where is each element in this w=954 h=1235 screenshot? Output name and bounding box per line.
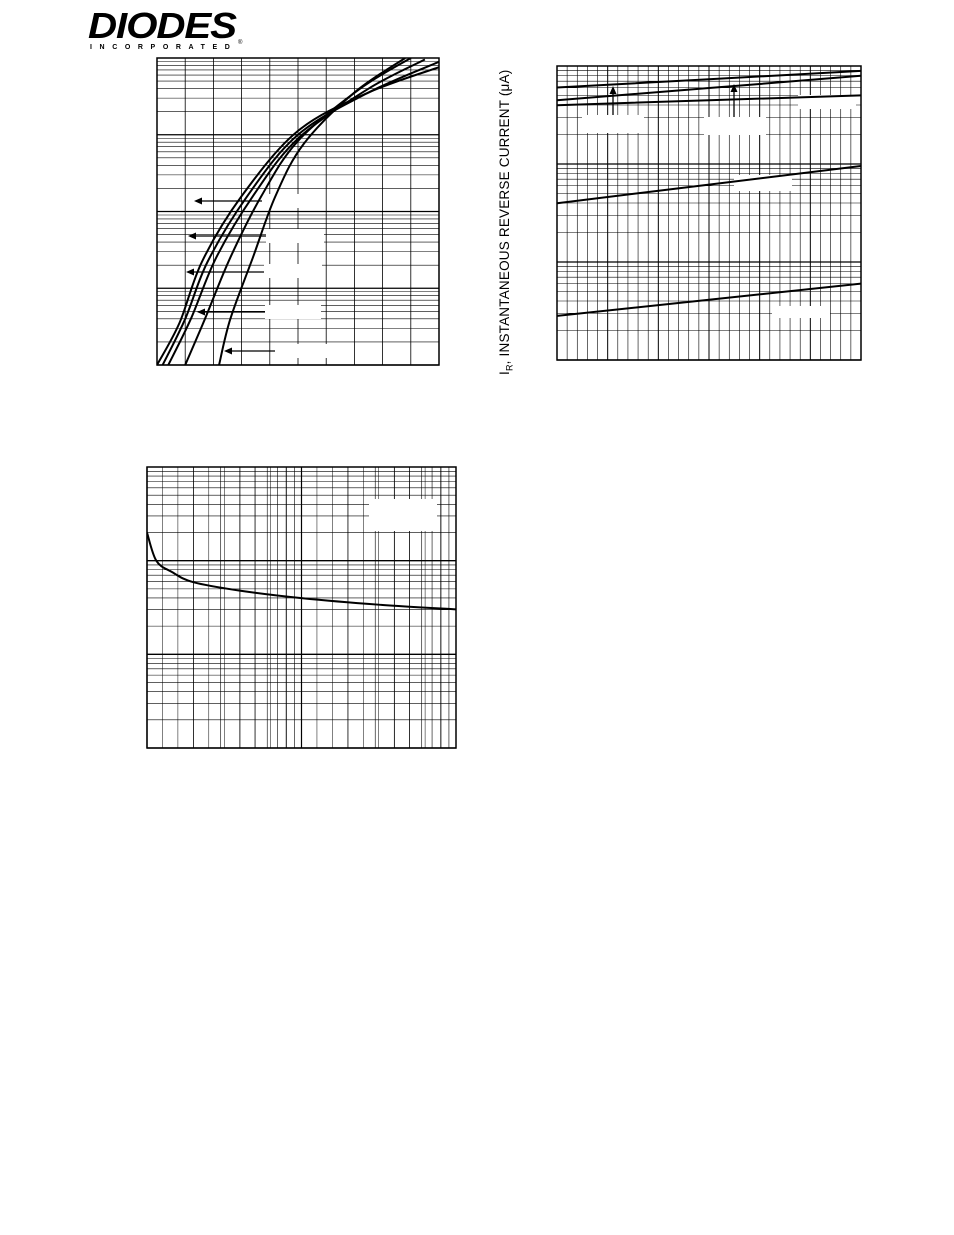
annotation-box bbox=[264, 264, 322, 278]
annotation-box bbox=[275, 344, 331, 358]
logo-trademark: ® bbox=[238, 40, 243, 46]
ylabel-subscript: R bbox=[504, 364, 515, 372]
reverse-characteristics-chart bbox=[557, 66, 861, 360]
annotation-box bbox=[582, 115, 644, 133]
logo-tagline: INCORPORATED bbox=[90, 44, 238, 51]
junction-capacitance-chart bbox=[147, 467, 456, 748]
logo-wordmark: DIODES bbox=[88, 5, 236, 46]
forward-characteristics-chart bbox=[157, 58, 439, 365]
annotation-box bbox=[369, 499, 437, 531]
annotation-box bbox=[265, 305, 321, 319]
annotation-box bbox=[772, 306, 830, 318]
annotation-box bbox=[704, 117, 766, 135]
ylabel-symbol: I bbox=[497, 371, 512, 375]
ylabel-text: , INSTANTANEOUS REVERSE CURRENT (μA) bbox=[497, 69, 512, 365]
annotation-box bbox=[266, 229, 324, 243]
